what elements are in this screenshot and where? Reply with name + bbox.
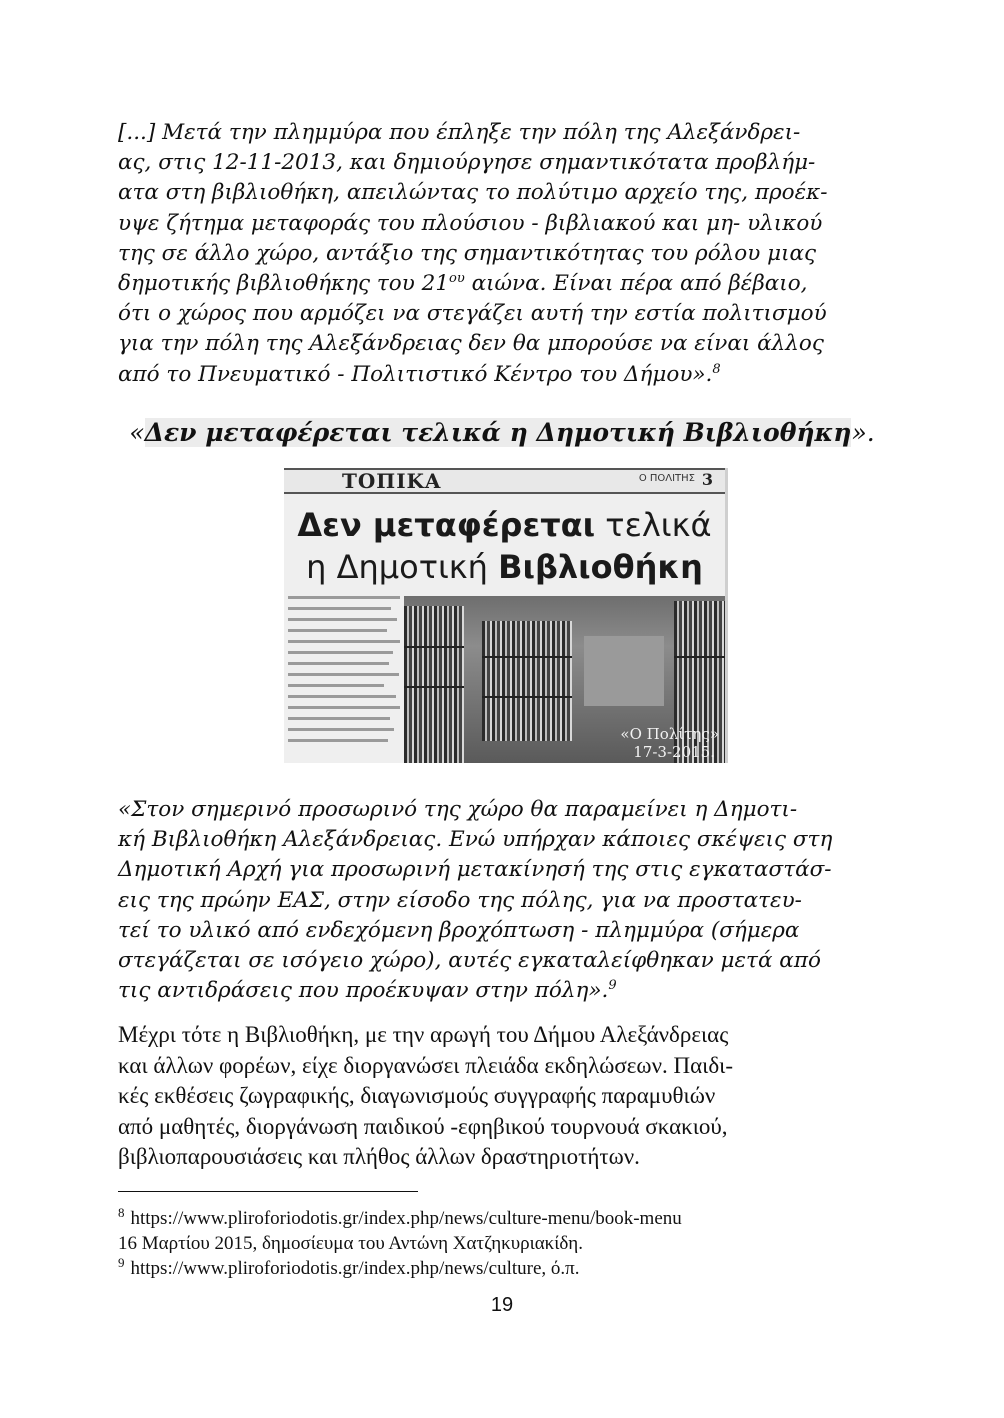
- text-line: Μέχρι τότε η Βιβλιοθήκη, με την αρωγή του Δήμου Αλεξάνδρειας: [118, 1022, 729, 1047]
- text-line: ας, στις 12-11-2013, και δημιούργησε σημαντικότατα προβλήμ-: [118, 150, 816, 176]
- footnote-divider: [118, 1191, 418, 1192]
- footnote-9: [118, 1256, 888, 1281]
- text-line: «Στον σημερινό προσωρινό της χώρο θα παραμείνει η Δημοτι-: [118, 797, 798, 822]
- article-headline: [0, 418, 1004, 447]
- footnote-url[interactable]: https://www.pliroforiodotis.gr/index.php/news/culture, ό.π.: [130, 1258, 580, 1279]
- clipping-title-line-2: [284, 548, 725, 586]
- body-paragraph: [118, 1020, 888, 1173]
- close-quote: ».: [851, 418, 875, 447]
- footnote-ref-8[interactable]: 8: [712, 361, 721, 377]
- text-line: [118, 360, 888, 390]
- footnote-mark: 9: [118, 1254, 125, 1270]
- footnote-url[interactable]: https://www.pliroforiodotis.gr/index.php/news/culture-menu/book-menu: [130, 1208, 682, 1229]
- clipping-section: ΤΟΠΙΚΑ: [342, 469, 442, 493]
- text-line: ατα στη βιβλιοθήκη, απειλώντας το πολύτιμο αρχείο της, προέκ-: [118, 180, 828, 206]
- footnote-ref-9[interactable]: 9: [608, 978, 617, 994]
- page-number: 19: [490, 1294, 514, 1316]
- clipping-page-number: 3: [701, 470, 713, 489]
- title-normal: τελικά: [595, 506, 712, 544]
- superscript: ου: [449, 270, 465, 286]
- footnote-mark: 8: [118, 1204, 125, 1220]
- footnote-8: [118, 1206, 888, 1256]
- text-segment: δημοτικής βιβλιοθήκης του 21: [118, 271, 449, 297]
- text-line: βιβλιοπαρουσιάσεις και πλήθος άλλων δραστηριοτήτων.: [118, 1144, 640, 1169]
- text-segment: από το Πνευματικό - Πολιτιστικό Κέντρο του Δήμου».: [118, 361, 713, 387]
- footnote-line: [118, 1206, 888, 1231]
- text-line: Δημοτική Αρχή για προσωρινή μετακίνησή της στις εγκαταστάσ-: [118, 857, 832, 883]
- footnote-line: [118, 1256, 888, 1281]
- clipping-paper-name: Ο ΠΟΛΙΤΗΣ: [638, 473, 695, 484]
- footnote-line: 16 Μαρτίου 2015, δημοσίευμα του Αντώνη Χατζηκυριακίδη.: [118, 1233, 583, 1254]
- title-bold: Βιβλιοθήκη: [498, 548, 703, 586]
- clipping-header-bar: [284, 468, 725, 494]
- text-line: στεγάζεται σε ισόγειο χώρο), αυτές εγκαταλείφθηκαν μετά από: [118, 948, 821, 974]
- text-line: υψε ζήτημα μεταφοράς του πλούσιου - βιβλιακού και μη- υλικού: [118, 210, 823, 236]
- text-line: της σε άλλο χώρο, αντάξιο της σημαντικότητας του ρόλου μιας: [118, 240, 817, 266]
- text-line: [...] Μετά την πλημμύρα που έπληξε την πόλη της Αλεξάνδρει-: [118, 120, 801, 145]
- clipping-caption-date: 17-3-2015.: [633, 743, 715, 761]
- open-quote: «: [129, 418, 145, 447]
- text-line: τεί το υλικό από ενδεχόμενη βροχόπτωση - πλημμύρα (σήμερα: [118, 917, 800, 943]
- text-line: για την πόλη της Αλεξάνδρειας δεν θα μπορούσε να είναι άλλος: [118, 331, 824, 357]
- text-line: κή Βιβλιοθήκη Αλεξάνδρειας. Ενώ υπήρχαν κάποιες σκέψεις στη: [118, 827, 833, 853]
- headline-text: Δεν μεταφέρεται τελικά η Δημοτική Βιβλιοθήκη: [144, 418, 852, 447]
- clipping-text-column: [288, 596, 400, 756]
- text-segment: τις αντιδράσεις που προέκυψαν στην πόλη».: [118, 978, 609, 1004]
- newspaper-clipping: [284, 468, 728, 763]
- text-line: ότι ο χώρος που αρμόζει να στεγάζει αυτή την εστία πολιτισμού: [118, 301, 827, 327]
- clipping-caption-source: «Ο Πολίτης»: [620, 725, 719, 743]
- text-line: [118, 269, 888, 299]
- clipping-title-line-1: [284, 506, 725, 544]
- text-line: κές εκθέσεις ζωγραφικής, διαγωνισμούς συγγραφής παραμυθιών: [118, 1083, 716, 1108]
- text-line: από μαθητές, διοργάνωση παιδικού -εφηβικού τουρνουά σκακιού,: [118, 1113, 728, 1139]
- text-line: [118, 976, 888, 1006]
- title-normal: η Δημοτική: [306, 548, 499, 586]
- quote-paragraph-2: [118, 795, 888, 1006]
- quote-paragraph-1: [118, 118, 888, 390]
- text-line: και άλλων φορέων, είχε διοργανώσει πλειάδα εκδηλώσεων. Παιδι-: [118, 1052, 734, 1078]
- text-segment: αιώνα. Είναι πέρα από βέβαιο,: [464, 271, 808, 297]
- title-bold: Δεν μεταφέρεται: [297, 506, 596, 544]
- text-line: εις της πρώην ΕΑΣ, στην είσοδο της πόλης, για να προστατευ-: [118, 887, 802, 913]
